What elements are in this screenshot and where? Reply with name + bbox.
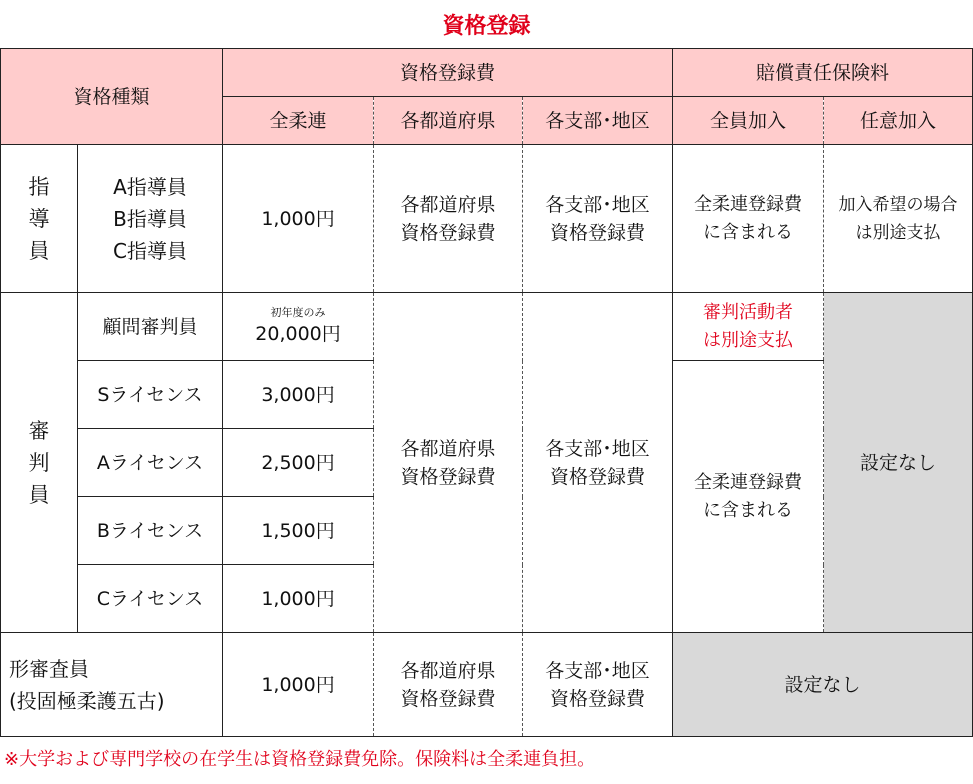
header-zenjuren: 全柔連 [223, 97, 374, 145]
referee-type: Bライセンス [78, 497, 223, 565]
header-prefecture: 各都道府県 [374, 97, 523, 145]
referee-fee: 1,000円 [223, 565, 374, 633]
header-branch: 各支部･地区 [523, 97, 673, 145]
referee-fee: 1,500円 [223, 497, 374, 565]
header-all-members: 全員加入 [673, 97, 824, 145]
referee-fee: 3,000円 [223, 361, 374, 429]
kata-examiner-label: 形審査員 (投固極柔護五古) [1, 633, 223, 737]
instructor-group-label: 指 導 員 [1, 145, 78, 293]
instructor-fee: 1,000円 [223, 145, 374, 293]
referee-type: 顧問審判員 [78, 293, 223, 361]
header-optional: 任意加入 [824, 97, 973, 145]
header-fee-group: 資格登録費 [223, 49, 673, 97]
instructor-insurance-optional: 加入希望の場合 は別途支払 [824, 145, 973, 293]
header-type: 資格種類 [1, 49, 223, 145]
referee-fee: 2,500円 [223, 429, 374, 497]
instructor-prefecture-fee: 各都道府県 資格登録費 [374, 145, 523, 293]
referee-insurance-optional: 設定なし [824, 293, 973, 633]
referee-prefecture-fee: 各都道府県 資格登録費 [374, 293, 523, 633]
instructor-insurance-all: 全柔連登録費 に含まれる [673, 145, 824, 293]
advisor-insurance: 審判活動者 は別途支払 [673, 293, 824, 361]
referee-insurance-all: 全柔連登録費 に含まれる [673, 361, 824, 633]
instructor-branch-fee: 各支部･地区 資格登録費 [523, 145, 673, 293]
referee-type: Cライセンス [78, 565, 223, 633]
referee-fee: 初年度のみ 20,000円 [223, 293, 374, 361]
referee-type: Sライセンス [78, 361, 223, 429]
page-title: 資格登録 [442, 13, 531, 39]
referee-branch-fee: 各支部･地区 資格登録費 [523, 293, 673, 633]
kata-branch-fee: 各支部･地区 資格登録費 [523, 633, 673, 737]
referee-type: Aライセンス [78, 429, 223, 497]
header-insurance-group: 賠償責任保険料 [673, 49, 973, 97]
qualification-table [0, 48, 973, 737]
kata-prefecture-fee: 各都道府県 資格登録費 [374, 633, 523, 737]
instructor-types: A指導員 B指導員 C指導員 [78, 145, 223, 293]
kata-fee: 1,000円 [223, 633, 374, 737]
referee-group-label: 審 判 員 [1, 293, 78, 633]
footnote: ※大学および専門学校の在学生は資格登録費免除。保険料は全柔連負担。 [4, 749, 596, 770]
kata-insurance: 設定なし [673, 633, 973, 737]
